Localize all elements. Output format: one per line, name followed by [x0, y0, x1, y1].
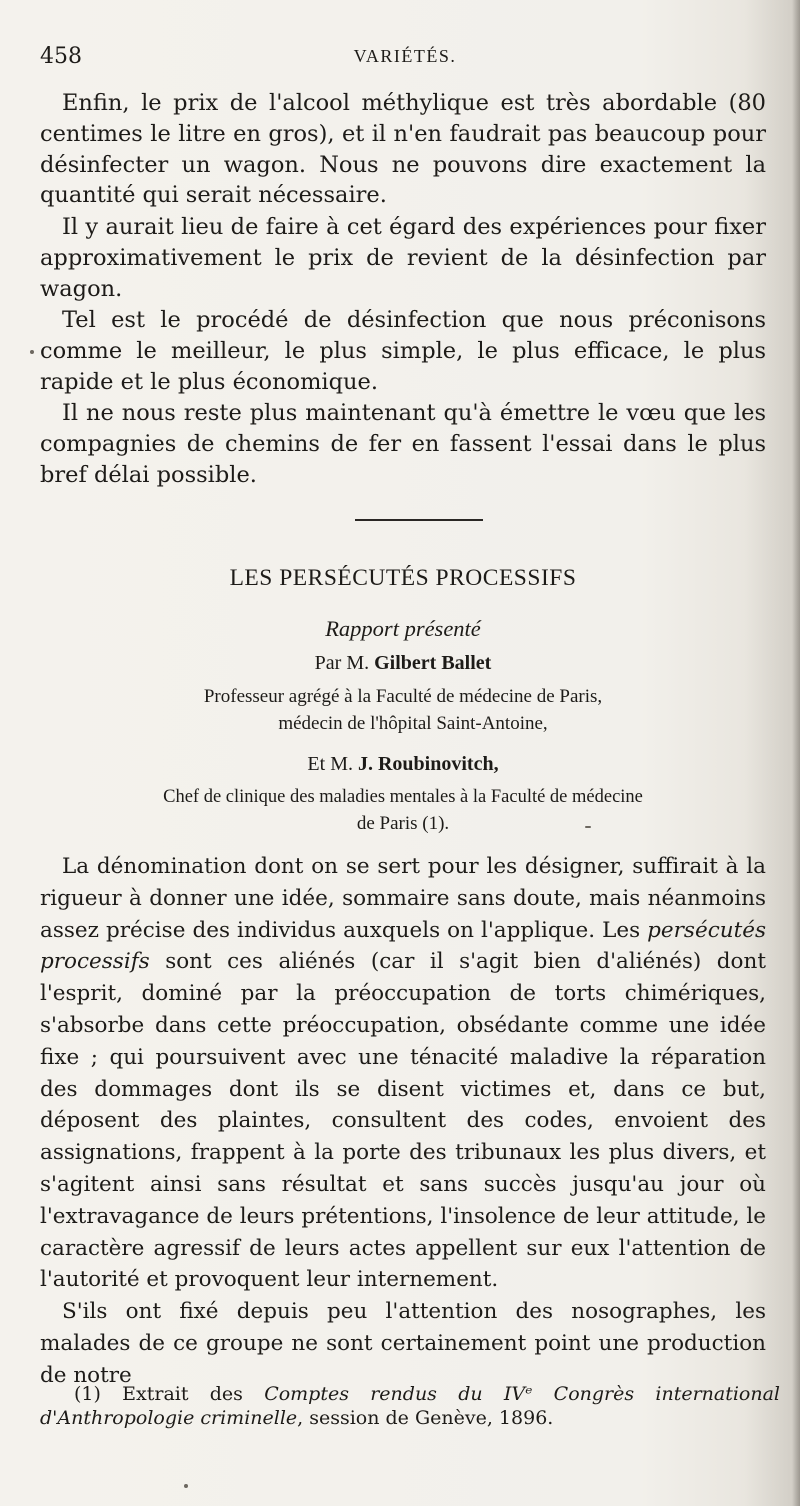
paragraph-procedure: Tel est le procédé de désinfection que nous préconisons comme le meilleur, le plus simple, le plus efficace, le plus rapide et le plus économique.: [40, 307, 766, 395]
paragraph-body-nosographers: S'ils ont fixé depuis peu l'attention des nosographes, les malades de ce groupe ne sont certainement point une production de notre: [40, 1299, 766, 1388]
author-name: Gilbert Ballet: [374, 652, 492, 674]
footnote: [40, 1382, 780, 1430]
author-name: J. Roubinovitch,: [357, 753, 499, 775]
author-byline-ballet: [40, 652, 766, 675]
article-subtitle: Rapport présenté: [325, 616, 481, 641]
paragraph-wish: Il ne nous reste plus maintenant qu'à émettre le vœu que les compagnies de chemins de fer en fassent l'essai dans le plus bref délai possible.: [40, 400, 766, 488]
ink-speck: [585, 826, 591, 828]
paragraph-text: sont ces aliénés (car il s'agit bien d'aliénés) dont l'esprit, dominé par la préoccupation de torts chimériques, s'absorbe dans cette préoccupation, obsédante comme une idée fixe ; qui poursuivent avec une ténacité maladive la réparation des dommages dont ils se disent victimes et, dans ce but, déposent des plaintes, consultent des codes, envoient des assignations, frappent à la porte des tribunaux les plus divers, et s'agitent ainsi sans résultat et sans succès jusqu'au jour où l'extravagance de leurs prétentions, l'insolence de leur attitude, le caractère agressif de leurs actes appellent sur eux l'attention de l'autorité et provoquent leur internement.: [40, 949, 766, 1293]
paragraph-text: La dénomination dont on se sert pour les désigner, suffirait à la rigueur à donner une idée, sommaire sans doute, mais néanmoins assez précise des individus auxquels on l'applique. Les: [40, 854, 766, 943]
page-edge-shadow: [792, 0, 800, 1506]
author-prefix: Et M.: [307, 753, 353, 775]
page-header: [40, 44, 770, 74]
emphasized-term: persécutés processifs: [40, 917, 766, 975]
author-affiliation-line: Chef de clinique des maladies mentales à la Faculté de médecine: [163, 787, 643, 807]
footnote-prefix: (1) Extrait des: [74, 1383, 243, 1405]
ink-speck: [184, 1484, 188, 1488]
author-prefix: Par M.: [314, 652, 370, 674]
footnote-suffix: , session de Genève, 1896.: [297, 1407, 554, 1429]
author-affiliation-line: de Paris (1).: [356, 813, 450, 834]
section-divider: [355, 519, 483, 521]
paragraph-body-definition: [40, 851, 766, 1296]
author-byline-roubinovitch: [40, 753, 766, 776]
paragraph-alcohol-price: Enfin, le prix de l'alcool méthylique est très abordable (80 centimes le litre en gros), et il n'en faudrait pas beaucoup pour désinfecter un wagon. Nous ne pouvons dire exactement la quantité qui serait nécessaire.: [40, 90, 766, 209]
running-head: VARIÉTÉS.: [353, 46, 457, 66]
author-affiliation-line: Professeur agrégé à la Faculté de médecine de Paris,: [203, 686, 603, 707]
author-affiliation-line: médecin de l'hôpital Saint-Antoine,: [278, 713, 548, 734]
paragraph-experiments: Il y aurait lieu de faire à cet égard des expériences pour fixer approximativement le prix de revient de la désinfection par wagon.: [40, 214, 766, 302]
article-title: LES PERSÉCUTÉS PROCESSIFS: [229, 565, 577, 591]
ink-speck: [30, 350, 34, 354]
page-number: 458: [40, 44, 82, 69]
footnote-source-title: Comptes rendus du IVᵉ Congrès international d'Anthropologie criminelle: [40, 1383, 781, 1429]
